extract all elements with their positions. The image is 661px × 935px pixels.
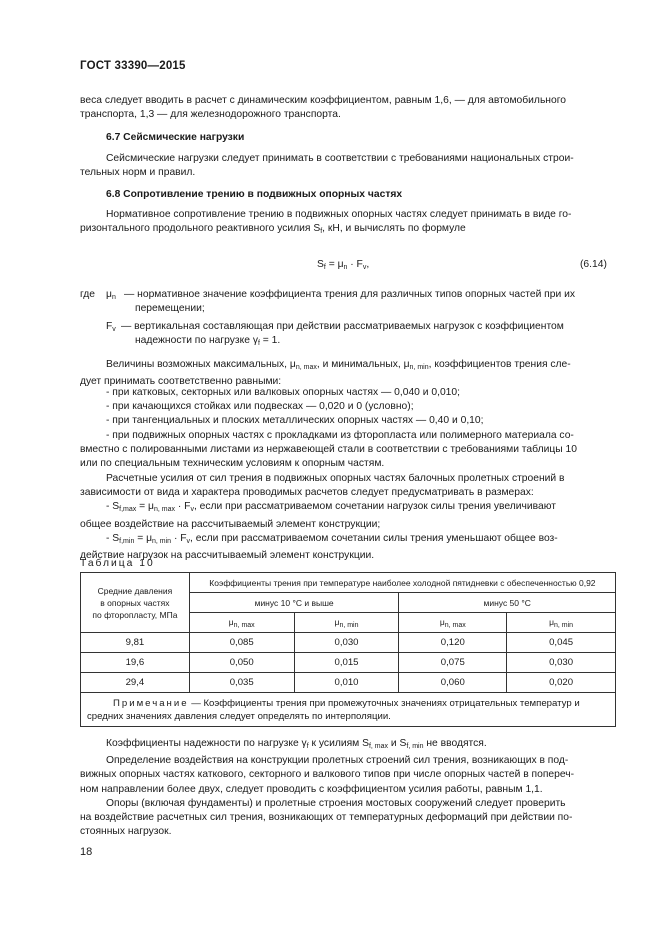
where-label: где [80,289,96,300]
calc-paragraph: Расчетные усилия от сил трения в подвижных опорных частях балочных пролетных строений в зависимости от вида и характера проводимых расчетов следует предусматривать в размерах: - $S_{f,max} = \mu_{n, max} \cdot F_v$, если при рассматриваемом сочетании нагрузок силы трения увеличивают общее воздействие на рассчитываемый элемент конструкции; - $S_{f,min} = \mu_{n, min} \cdot F_v$, если при рассматриваемом сочетании силы трения уменьшают общее воз- действие нагрузок на рассчитываемый элемент конструкции. [80,473,565,562]
table-header-mu-max: $\mu_{n, max}$ [399,613,507,633]
intro-paragraph: веса следует вводить в расчет с динамическим коэффициентом, равным 1,6, — для автомобильного транспорта, 1,3 — для железнодорожного транспорта. [80,95,566,121]
page-number: 18 [80,846,93,858]
document-header: ГОСТ 33390—2015 [80,60,186,72]
table-header-mu-min: $\mu_{n, min}$ [294,613,399,633]
table-group-minus50: минус 50 °C [399,593,616,613]
table-group-minus10: минус 10 °C и выше [189,593,399,613]
section-6-7-title: 6.7 Сейсмические нагрузки [106,132,245,143]
f-symbol: $F_v$ [106,321,116,333]
formula-6-14: $S_f = \mu_n \cdot F_v$, [317,259,370,271]
list-item: - при тангенциальных и плоских металлических опорных частях — 0,40 и 0,10; [106,415,484,427]
formula-number: (6.14) [580,259,607,270]
table-row: 29,4 0,035 0,010 0,060 0,020 [81,673,616,693]
friction-table [80,572,616,727]
mu-definition: — нормативное значение коэффициента трения для различных типов опорных частей при их перемещении; [124,289,575,315]
section-6-7-text: Сейсмические нагрузки следует принимать в соответствии с требованиями национальных строи- тельных норм и правил. [80,153,574,179]
list-item: - при катковых, секторных или валковых опорных частях — 0,040 и 0,010; [106,387,460,398]
table-col-header-pressure: Средние давления в опорных частях по фторопласту, МПа [81,573,190,633]
section-6-8-title: 6.8 Сопротивление трению в подвижных опорных частях [106,189,403,200]
section-6-8-text: Нормативное сопротивление трению в подвижных опорных частях следует принимать в виде го- ризонтального продольного реактивного усилия $S_f$, кН, и вычислять по формуле [80,209,572,236]
bullet-list [106,386,615,443]
mu-symbol: $\mu_n$ [106,289,116,301]
table-header-mu-min: $\mu_{n, min}$ [507,613,616,633]
f-definition: — вертикальная составляющая при действии рассматриваемых нагрузок с коэффициентом надежности по нагрузке $\gamma_f = 1$. [121,321,564,348]
list-item: - при подвижных опорных частях с прокладками из фторопласта или полимерного материала со- [106,429,574,441]
table-row: 9,81 0,085 0,030 0,120 0,045 [81,633,616,653]
table-caption: Таблица 10 [80,558,155,569]
list-item: - при качающихся стойках или подвесках — 0,020 и 0 (условно); [106,401,414,413]
table-note: Примечание — Коэффициенты трения при промежуточных значениях отрицательных температур и средних значениях давления следует определять по интерполяции. [81,693,616,727]
bullet-continuation: вместно с полированными листами из нержавеющей стали в соответствии с требованиями таблицы 10 или по специальным техническим условиям к опорным частям. [80,444,577,470]
coefficients-paragraph: Величины возможных максимальных, $\mu_{n, max}$, и минимальных, $\mu_{n, min}$, коэффициентов трения сле- дует принимать соответственно равными: [80,359,571,388]
reliability-paragraph: Коэффициенты надежности по нагрузке $\gamma_f$ к усилиям $S_{f, max}$ и $S_{f, min}$ не вводятся. Определение воздействия на конструкции пролетных строений сил трения, возникающих в под- вижных опорных частях каткового, секторного и валкового типов при числе опорных частей в попереч- ном направлении более двух, следует проводить с коэффициентом усилия работы, равным 1,1. Опоры (включая фундаменты) и пролетные строения мостовых сооружений следует проверить на воздействие расчетных сил трения, возникающих от температурных деформаций при действии по- стоянных нагрузок. [80,738,575,838]
table-header-mu-max: $\mu_{n, max}$ [189,613,294,633]
table-row: 19,6 0,050 0,015 0,075 0,030 [81,653,616,673]
table-top-header: Коэффициенты трения при температуре наиболее холодной пятидневки с обеспеченностью 0,92 [189,573,615,593]
